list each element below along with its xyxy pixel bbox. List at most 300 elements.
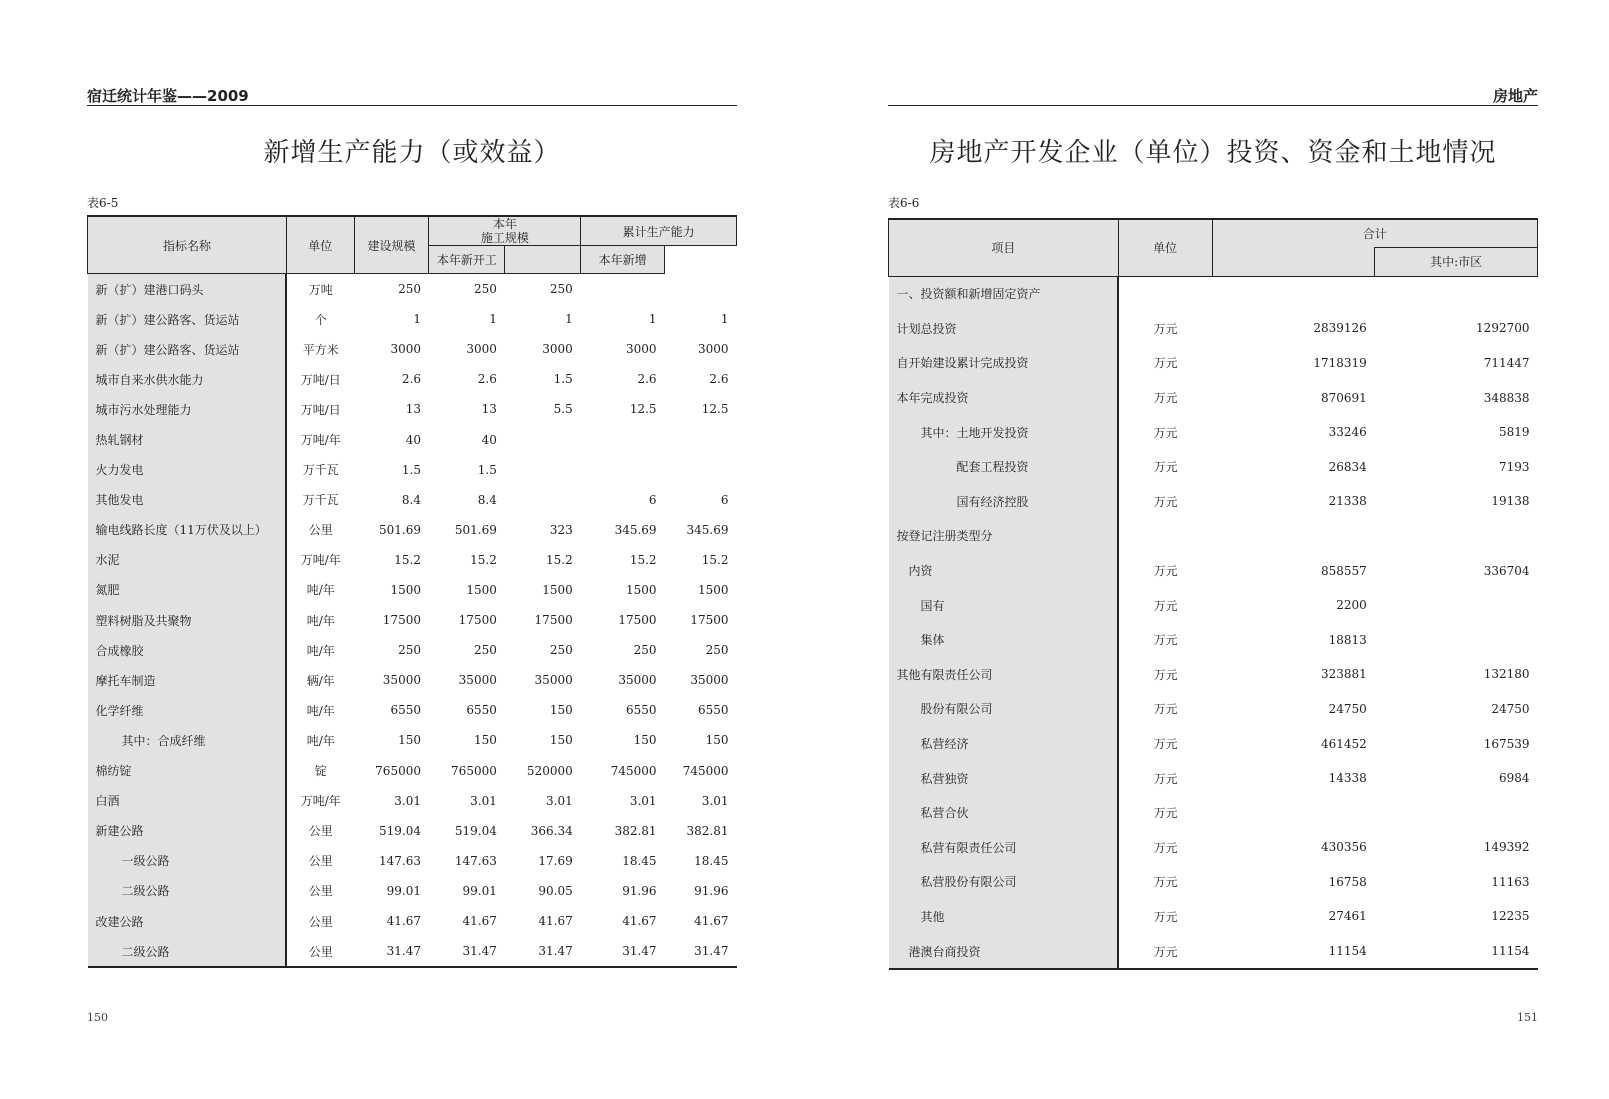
row-name: 水泥 bbox=[88, 545, 287, 575]
row-total: 33246 bbox=[1328, 425, 1367, 440]
table-row bbox=[88, 515, 737, 545]
row-unit: 锭 bbox=[314, 764, 327, 779]
row-value: 35000 bbox=[534, 673, 573, 688]
row-urban: 7193 bbox=[1498, 459, 1530, 474]
row-urban: 12235 bbox=[1491, 909, 1530, 924]
row-value: 6550 bbox=[390, 703, 421, 718]
row-value: 8.4 bbox=[477, 492, 497, 507]
row-name: 城市污水处理能力 bbox=[88, 394, 287, 424]
page-number-right: 151 bbox=[1517, 1011, 1538, 1024]
row-value: 35000 bbox=[618, 673, 657, 688]
row-unit bbox=[1118, 276, 1212, 311]
table-row bbox=[889, 380, 1538, 415]
row-value: 41.67 bbox=[694, 914, 729, 929]
row-value: 15.2 bbox=[629, 552, 657, 567]
row-total: 430356 bbox=[1320, 840, 1367, 855]
header-scale: 建设规模 bbox=[354, 216, 429, 274]
row-name: 新（扩）建港口码头 bbox=[88, 274, 287, 305]
row-item: 其他有限责任公司 bbox=[889, 657, 1119, 692]
row-value: 18.45 bbox=[694, 853, 729, 868]
row-item: 其中：土地开发投资 bbox=[889, 415, 1119, 450]
row-unit: 万元 bbox=[1153, 737, 1178, 752]
row-name: 新（扩）建公路客、货运站 bbox=[88, 334, 287, 364]
table-row bbox=[889, 415, 1538, 450]
row-item: 本年完成投资 bbox=[889, 380, 1119, 415]
row-value: 519.04 bbox=[378, 823, 421, 838]
row-value: 8.4 bbox=[401, 492, 421, 507]
row-value: 35000 bbox=[458, 673, 497, 688]
row-unit: 万千瓦 bbox=[302, 463, 339, 478]
table-row bbox=[889, 657, 1538, 692]
row-total: 461452 bbox=[1320, 736, 1367, 751]
row-value: 3.01 bbox=[470, 793, 497, 808]
row-value bbox=[505, 455, 581, 485]
row-item: 国有 bbox=[889, 588, 1119, 623]
running-head-text: 房地产 bbox=[1492, 87, 1538, 105]
page-title-left: 新增生产能力（或效益） bbox=[263, 138, 561, 168]
row-unit: 万元 bbox=[1153, 633, 1178, 648]
row-value: 2.6 bbox=[637, 372, 657, 387]
row-value: 13 bbox=[481, 402, 497, 417]
row-value: 745000 bbox=[682, 763, 729, 778]
row-value: 250 bbox=[705, 643, 729, 658]
row-unit: 吨/年 bbox=[306, 733, 335, 748]
row-value: 31.47 bbox=[694, 944, 729, 959]
row-value: 1 bbox=[489, 312, 497, 327]
row-value: 150 bbox=[398, 733, 421, 748]
row-value: 250 bbox=[473, 643, 497, 658]
table-row bbox=[88, 424, 737, 454]
right-page bbox=[888, 0, 1538, 1099]
row-value: 31.47 bbox=[538, 944, 573, 959]
row-name: 化学纤维 bbox=[88, 695, 287, 725]
table-row bbox=[889, 311, 1538, 346]
row-unit: 万千瓦 bbox=[302, 493, 339, 508]
table-row bbox=[88, 756, 737, 786]
row-unit: 吨/年 bbox=[306, 703, 335, 718]
row-value: 382.81 bbox=[686, 823, 729, 838]
row-value: 35000 bbox=[382, 673, 421, 688]
row-value: 1500 bbox=[542, 582, 573, 597]
row-name: 二级公路 bbox=[88, 876, 287, 906]
table-row bbox=[889, 761, 1538, 796]
row-value: 17500 bbox=[382, 613, 421, 628]
page-number-left: 150 bbox=[87, 1011, 108, 1024]
row-urban bbox=[1375, 519, 1538, 554]
row-value: 31.47 bbox=[386, 944, 421, 959]
table-row bbox=[889, 622, 1538, 657]
header-item: 项目 bbox=[889, 219, 1119, 276]
row-unit: 公里 bbox=[308, 944, 333, 959]
row-unit: 万元 bbox=[1153, 771, 1178, 786]
row-value: 91.96 bbox=[694, 883, 729, 898]
row-value: 15.2 bbox=[546, 552, 573, 567]
row-value: 501.69 bbox=[378, 522, 421, 537]
table-row bbox=[889, 449, 1538, 484]
row-unit: 万吨/日 bbox=[300, 372, 341, 387]
header-this-year-line2: 施工规模 bbox=[480, 231, 529, 245]
row-urban bbox=[1375, 795, 1538, 830]
row-value bbox=[665, 274, 737, 305]
table-row bbox=[88, 334, 737, 364]
row-item: 内资 bbox=[889, 553, 1119, 588]
header-unit: 单位 bbox=[1118, 219, 1212, 276]
row-item: 港澳台商投资 bbox=[889, 934, 1119, 970]
row-unit: 万元 bbox=[1153, 840, 1178, 855]
table-6-6 bbox=[888, 218, 1538, 970]
row-value: 3.01 bbox=[629, 793, 657, 808]
table-row bbox=[88, 786, 737, 816]
table-id-right: 表6-6 bbox=[888, 196, 920, 210]
table-row bbox=[889, 692, 1538, 727]
row-value: 17500 bbox=[534, 613, 573, 628]
row-value bbox=[505, 485, 581, 515]
row-value: 15.2 bbox=[470, 552, 497, 567]
row-unit: 万元 bbox=[1153, 564, 1178, 579]
row-name: 二级公路 bbox=[88, 936, 287, 967]
row-value: 150 bbox=[705, 733, 729, 748]
row-value: 1.5 bbox=[553, 372, 573, 387]
row-value: 5.5 bbox=[553, 402, 573, 417]
table-row bbox=[88, 906, 737, 936]
row-name: 输电线路长度（11万伏及以上） bbox=[88, 515, 287, 545]
row-value: 15.2 bbox=[394, 552, 421, 567]
row-unit: 吨/年 bbox=[306, 643, 335, 658]
row-value: 99.01 bbox=[386, 883, 421, 898]
row-unit: 万吨 bbox=[308, 282, 333, 297]
row-value: 147.63 bbox=[378, 853, 421, 868]
row-urban: 5819 bbox=[1498, 425, 1530, 440]
row-value: 3.01 bbox=[394, 793, 421, 808]
row-unit: 万元 bbox=[1153, 875, 1178, 890]
row-value: 1500 bbox=[626, 582, 657, 597]
row-unit: 吨/年 bbox=[306, 613, 335, 628]
row-unit: 万元 bbox=[1153, 909, 1178, 924]
row-value: 250 bbox=[549, 643, 573, 658]
row-total: 858557 bbox=[1320, 563, 1367, 578]
row-value: 17500 bbox=[690, 613, 729, 628]
row-value: 3000 bbox=[390, 342, 421, 357]
row-total: 18813 bbox=[1328, 632, 1367, 647]
row-name: 棉纺锭 bbox=[88, 756, 287, 786]
header-new-start: 本年新开工 bbox=[429, 246, 505, 274]
row-unit: 万元 bbox=[1153, 944, 1178, 959]
row-urban: 11163 bbox=[1491, 874, 1530, 889]
row-value: 99.01 bbox=[462, 883, 497, 898]
table-row bbox=[889, 484, 1538, 519]
row-value: 13 bbox=[405, 402, 421, 417]
row-value: 41.67 bbox=[462, 914, 497, 929]
row-urban: 132180 bbox=[1483, 667, 1530, 682]
row-total bbox=[1212, 276, 1375, 311]
row-value: 765000 bbox=[451, 763, 497, 778]
row-value: 250 bbox=[549, 282, 573, 297]
row-urban bbox=[1375, 588, 1538, 623]
row-unit: 公里 bbox=[308, 824, 333, 839]
left-page bbox=[87, 0, 737, 1099]
row-item: 私营股份有限公司 bbox=[889, 865, 1119, 900]
row-urban: 6984 bbox=[1498, 771, 1530, 786]
row-value: 3000 bbox=[697, 342, 729, 357]
header-name: 指标名称 bbox=[88, 216, 287, 274]
table-row bbox=[88, 455, 737, 485]
row-total bbox=[1212, 519, 1375, 554]
page-title-right: 房地产开发企业（单位）投资、资金和土地情况 bbox=[929, 138, 1497, 168]
row-value: 12.5 bbox=[629, 402, 657, 417]
row-total: 24750 bbox=[1328, 701, 1367, 716]
row-value: 520000 bbox=[526, 763, 573, 778]
row-value: 41.67 bbox=[622, 914, 657, 929]
row-value: 250 bbox=[473, 282, 497, 297]
row-value: 17.69 bbox=[538, 853, 573, 868]
row-value: 323 bbox=[549, 522, 573, 537]
row-value: 40 bbox=[481, 432, 497, 447]
row-name: 一级公路 bbox=[88, 846, 287, 876]
row-name: 改建公路 bbox=[88, 906, 287, 936]
row-value: 1 bbox=[413, 312, 421, 327]
table-row bbox=[88, 876, 737, 906]
row-unit: 万元 bbox=[1153, 425, 1178, 440]
row-name: 其中：合成纤维 bbox=[88, 725, 287, 755]
row-urban: 167539 bbox=[1483, 736, 1530, 751]
row-value: 765000 bbox=[375, 763, 421, 778]
row-total: 16758 bbox=[1328, 874, 1367, 889]
row-value bbox=[581, 424, 665, 454]
row-total: 21338 bbox=[1328, 494, 1367, 509]
table-row bbox=[88, 695, 737, 725]
row-unit: 万元 bbox=[1153, 667, 1178, 682]
row-name: 氮肥 bbox=[88, 575, 287, 605]
row-total: 11154 bbox=[1328, 944, 1367, 959]
row-value: 3000 bbox=[542, 342, 573, 357]
row-value: 250 bbox=[633, 643, 657, 658]
row-unit: 平方米 bbox=[302, 342, 339, 357]
table-row bbox=[88, 394, 737, 424]
row-value: 3000 bbox=[466, 342, 497, 357]
row-value: 91.96 bbox=[622, 883, 657, 898]
row-total bbox=[1212, 795, 1375, 830]
row-item: 自开始建设累计完成投资 bbox=[889, 346, 1119, 381]
row-item: 股份有限公司 bbox=[889, 692, 1119, 727]
row-value: 2.6 bbox=[477, 372, 497, 387]
row-value: 2.6 bbox=[401, 372, 421, 387]
table-row bbox=[889, 899, 1538, 934]
row-value: 250 bbox=[398, 643, 421, 658]
row-value: 150 bbox=[473, 733, 497, 748]
table-row bbox=[88, 575, 737, 605]
row-unit: 万元 bbox=[1153, 702, 1178, 717]
row-value: 6 bbox=[648, 492, 657, 507]
row-name: 塑料树脂及共聚物 bbox=[88, 605, 287, 635]
row-name: 白酒 bbox=[88, 786, 287, 816]
row-value: 3000 bbox=[626, 342, 657, 357]
row-value: 18.45 bbox=[622, 853, 657, 868]
table-row bbox=[88, 936, 737, 967]
row-total: 2839126 bbox=[1313, 321, 1367, 336]
header-total: 合计 bbox=[1212, 219, 1537, 247]
table-row bbox=[88, 846, 737, 876]
row-item: 私营经济 bbox=[889, 726, 1119, 761]
row-name: 新建公路 bbox=[88, 816, 287, 846]
row-value: 1500 bbox=[697, 582, 729, 597]
running-head-right bbox=[888, 85, 1538, 106]
table-row bbox=[88, 304, 737, 334]
row-unit: 辆/年 bbox=[306, 673, 335, 688]
row-value: 3.01 bbox=[546, 793, 573, 808]
row-value: 1 bbox=[648, 312, 657, 327]
row-unit: 万吨/日 bbox=[300, 402, 341, 417]
row-value: 366.34 bbox=[530, 823, 573, 838]
row-value: 1500 bbox=[466, 582, 497, 597]
row-value: 345.69 bbox=[614, 522, 657, 537]
row-value: 31.47 bbox=[462, 944, 497, 959]
row-name: 城市自来水供水能力 bbox=[88, 364, 287, 394]
row-value: 150 bbox=[549, 703, 573, 718]
row-unit: 万元 bbox=[1153, 321, 1178, 336]
row-unit: 万元 bbox=[1153, 494, 1178, 509]
header-cumulative: 累计生产能力 bbox=[581, 216, 737, 246]
table-row bbox=[88, 665, 737, 695]
row-value: 6 bbox=[720, 492, 729, 507]
row-unit: 吨/年 bbox=[306, 583, 335, 598]
row-value: 6550 bbox=[466, 703, 497, 718]
row-urban: 1292700 bbox=[1476, 321, 1530, 336]
row-unit: 万元 bbox=[1153, 806, 1178, 821]
table-row bbox=[88, 605, 737, 635]
table-row bbox=[889, 726, 1538, 761]
row-unit: 万吨/年 bbox=[300, 553, 341, 568]
row-value: 2.6 bbox=[709, 372, 729, 387]
row-total: 26834 bbox=[1328, 459, 1367, 474]
row-unit: 万元 bbox=[1153, 356, 1178, 371]
table-row bbox=[88, 635, 737, 665]
row-item: 一、投资额和新增固定资产 bbox=[889, 276, 1119, 311]
header-urban: 其中:市区 bbox=[1375, 247, 1538, 276]
row-urban bbox=[1375, 276, 1538, 311]
row-value: 1 bbox=[720, 312, 729, 327]
header-this-year-line1: 本年 bbox=[492, 217, 517, 231]
table-row bbox=[889, 588, 1538, 623]
row-unit: 万元 bbox=[1153, 460, 1178, 475]
row-value: 147.63 bbox=[454, 853, 497, 868]
row-value: 12.5 bbox=[701, 402, 729, 417]
row-urban: 336704 bbox=[1483, 563, 1530, 578]
row-value: 1.5 bbox=[401, 462, 421, 477]
row-item: 国有经济控股 bbox=[889, 484, 1119, 519]
row-urban: 348838 bbox=[1483, 390, 1530, 405]
row-value bbox=[581, 455, 665, 485]
row-value bbox=[665, 424, 737, 454]
table-row bbox=[889, 276, 1538, 311]
row-total: 2200 bbox=[1336, 598, 1367, 613]
table-row bbox=[889, 865, 1538, 900]
row-value: 519.04 bbox=[454, 823, 497, 838]
row-item: 其他 bbox=[889, 899, 1119, 934]
row-unit: 万吨/年 bbox=[300, 794, 341, 809]
row-unit: 公里 bbox=[308, 523, 333, 538]
row-value: 41.67 bbox=[386, 914, 421, 929]
row-urban: 711447 bbox=[1483, 355, 1530, 370]
table-row bbox=[889, 830, 1538, 865]
table-row bbox=[88, 485, 737, 515]
row-item: 私营有限责任公司 bbox=[889, 830, 1119, 865]
row-value: 41.67 bbox=[538, 914, 573, 929]
table-row bbox=[889, 934, 1538, 970]
row-urban: 24750 bbox=[1491, 701, 1530, 716]
row-name: 火力发电 bbox=[88, 455, 287, 485]
row-value: 17500 bbox=[618, 613, 657, 628]
row-item: 计划总投资 bbox=[889, 311, 1119, 346]
row-value: 90.05 bbox=[538, 883, 573, 898]
row-item: 配套工程投资 bbox=[889, 449, 1119, 484]
row-value bbox=[665, 455, 737, 485]
table-row bbox=[88, 725, 737, 755]
row-value: 6550 bbox=[697, 703, 729, 718]
row-unit: 公里 bbox=[308, 884, 333, 899]
table-6-5 bbox=[87, 215, 737, 968]
row-value: 150 bbox=[549, 733, 573, 748]
table-row bbox=[889, 346, 1538, 381]
row-item: 私营合伙 bbox=[889, 795, 1119, 830]
header-unit: 单位 bbox=[286, 216, 354, 274]
row-item: 私营独资 bbox=[889, 761, 1119, 796]
row-value: 345.69 bbox=[686, 522, 729, 537]
row-item: 按登记注册类型分 bbox=[889, 519, 1119, 554]
row-urban: 149392 bbox=[1483, 840, 1530, 855]
row-name: 新（扩）建公路客、货运站 bbox=[88, 304, 287, 334]
row-value bbox=[581, 274, 665, 305]
row-name: 摩托车制造 bbox=[88, 665, 287, 695]
row-total: 323881 bbox=[1320, 667, 1367, 682]
row-value: 1.5 bbox=[477, 462, 497, 477]
table-id-left: 表6-5 bbox=[87, 196, 119, 210]
running-head-left bbox=[87, 85, 737, 106]
row-unit: 个 bbox=[314, 312, 327, 327]
row-unit: 万元 bbox=[1153, 391, 1178, 406]
row-value: 745000 bbox=[610, 763, 657, 778]
row-unit bbox=[1118, 519, 1212, 554]
row-value: 31.47 bbox=[622, 944, 657, 959]
row-total: 14338 bbox=[1328, 771, 1367, 786]
row-name: 热轧钢材 bbox=[88, 424, 287, 454]
table-row bbox=[88, 274, 737, 305]
row-unit: 万元 bbox=[1153, 598, 1178, 613]
row-value: 17500 bbox=[458, 613, 497, 628]
table-row bbox=[88, 816, 737, 846]
row-name: 其他发电 bbox=[88, 485, 287, 515]
row-value: 501.69 bbox=[454, 522, 497, 537]
row-total: 27461 bbox=[1328, 909, 1367, 924]
row-name: 合成橡胶 bbox=[88, 635, 287, 665]
row-value: 250 bbox=[398, 282, 421, 297]
header-new-added: 本年新增 bbox=[581, 246, 665, 274]
row-urban: 19138 bbox=[1491, 494, 1530, 509]
row-value: 40 bbox=[405, 432, 421, 447]
row-value: 150 bbox=[633, 733, 657, 748]
row-urban: 11154 bbox=[1491, 944, 1530, 959]
table-row bbox=[889, 553, 1538, 588]
row-value: 1 bbox=[565, 312, 573, 327]
header-this-year bbox=[429, 216, 581, 246]
row-total: 1718319 bbox=[1313, 355, 1367, 370]
row-value bbox=[505, 424, 581, 454]
row-value: 3.01 bbox=[701, 793, 729, 808]
row-value: 382.81 bbox=[614, 823, 657, 838]
row-value: 15.2 bbox=[701, 552, 729, 567]
row-item: 集体 bbox=[889, 622, 1119, 657]
row-unit: 公里 bbox=[308, 854, 333, 869]
running-head-text: 宿迁统计年鉴——2009 bbox=[87, 87, 249, 105]
